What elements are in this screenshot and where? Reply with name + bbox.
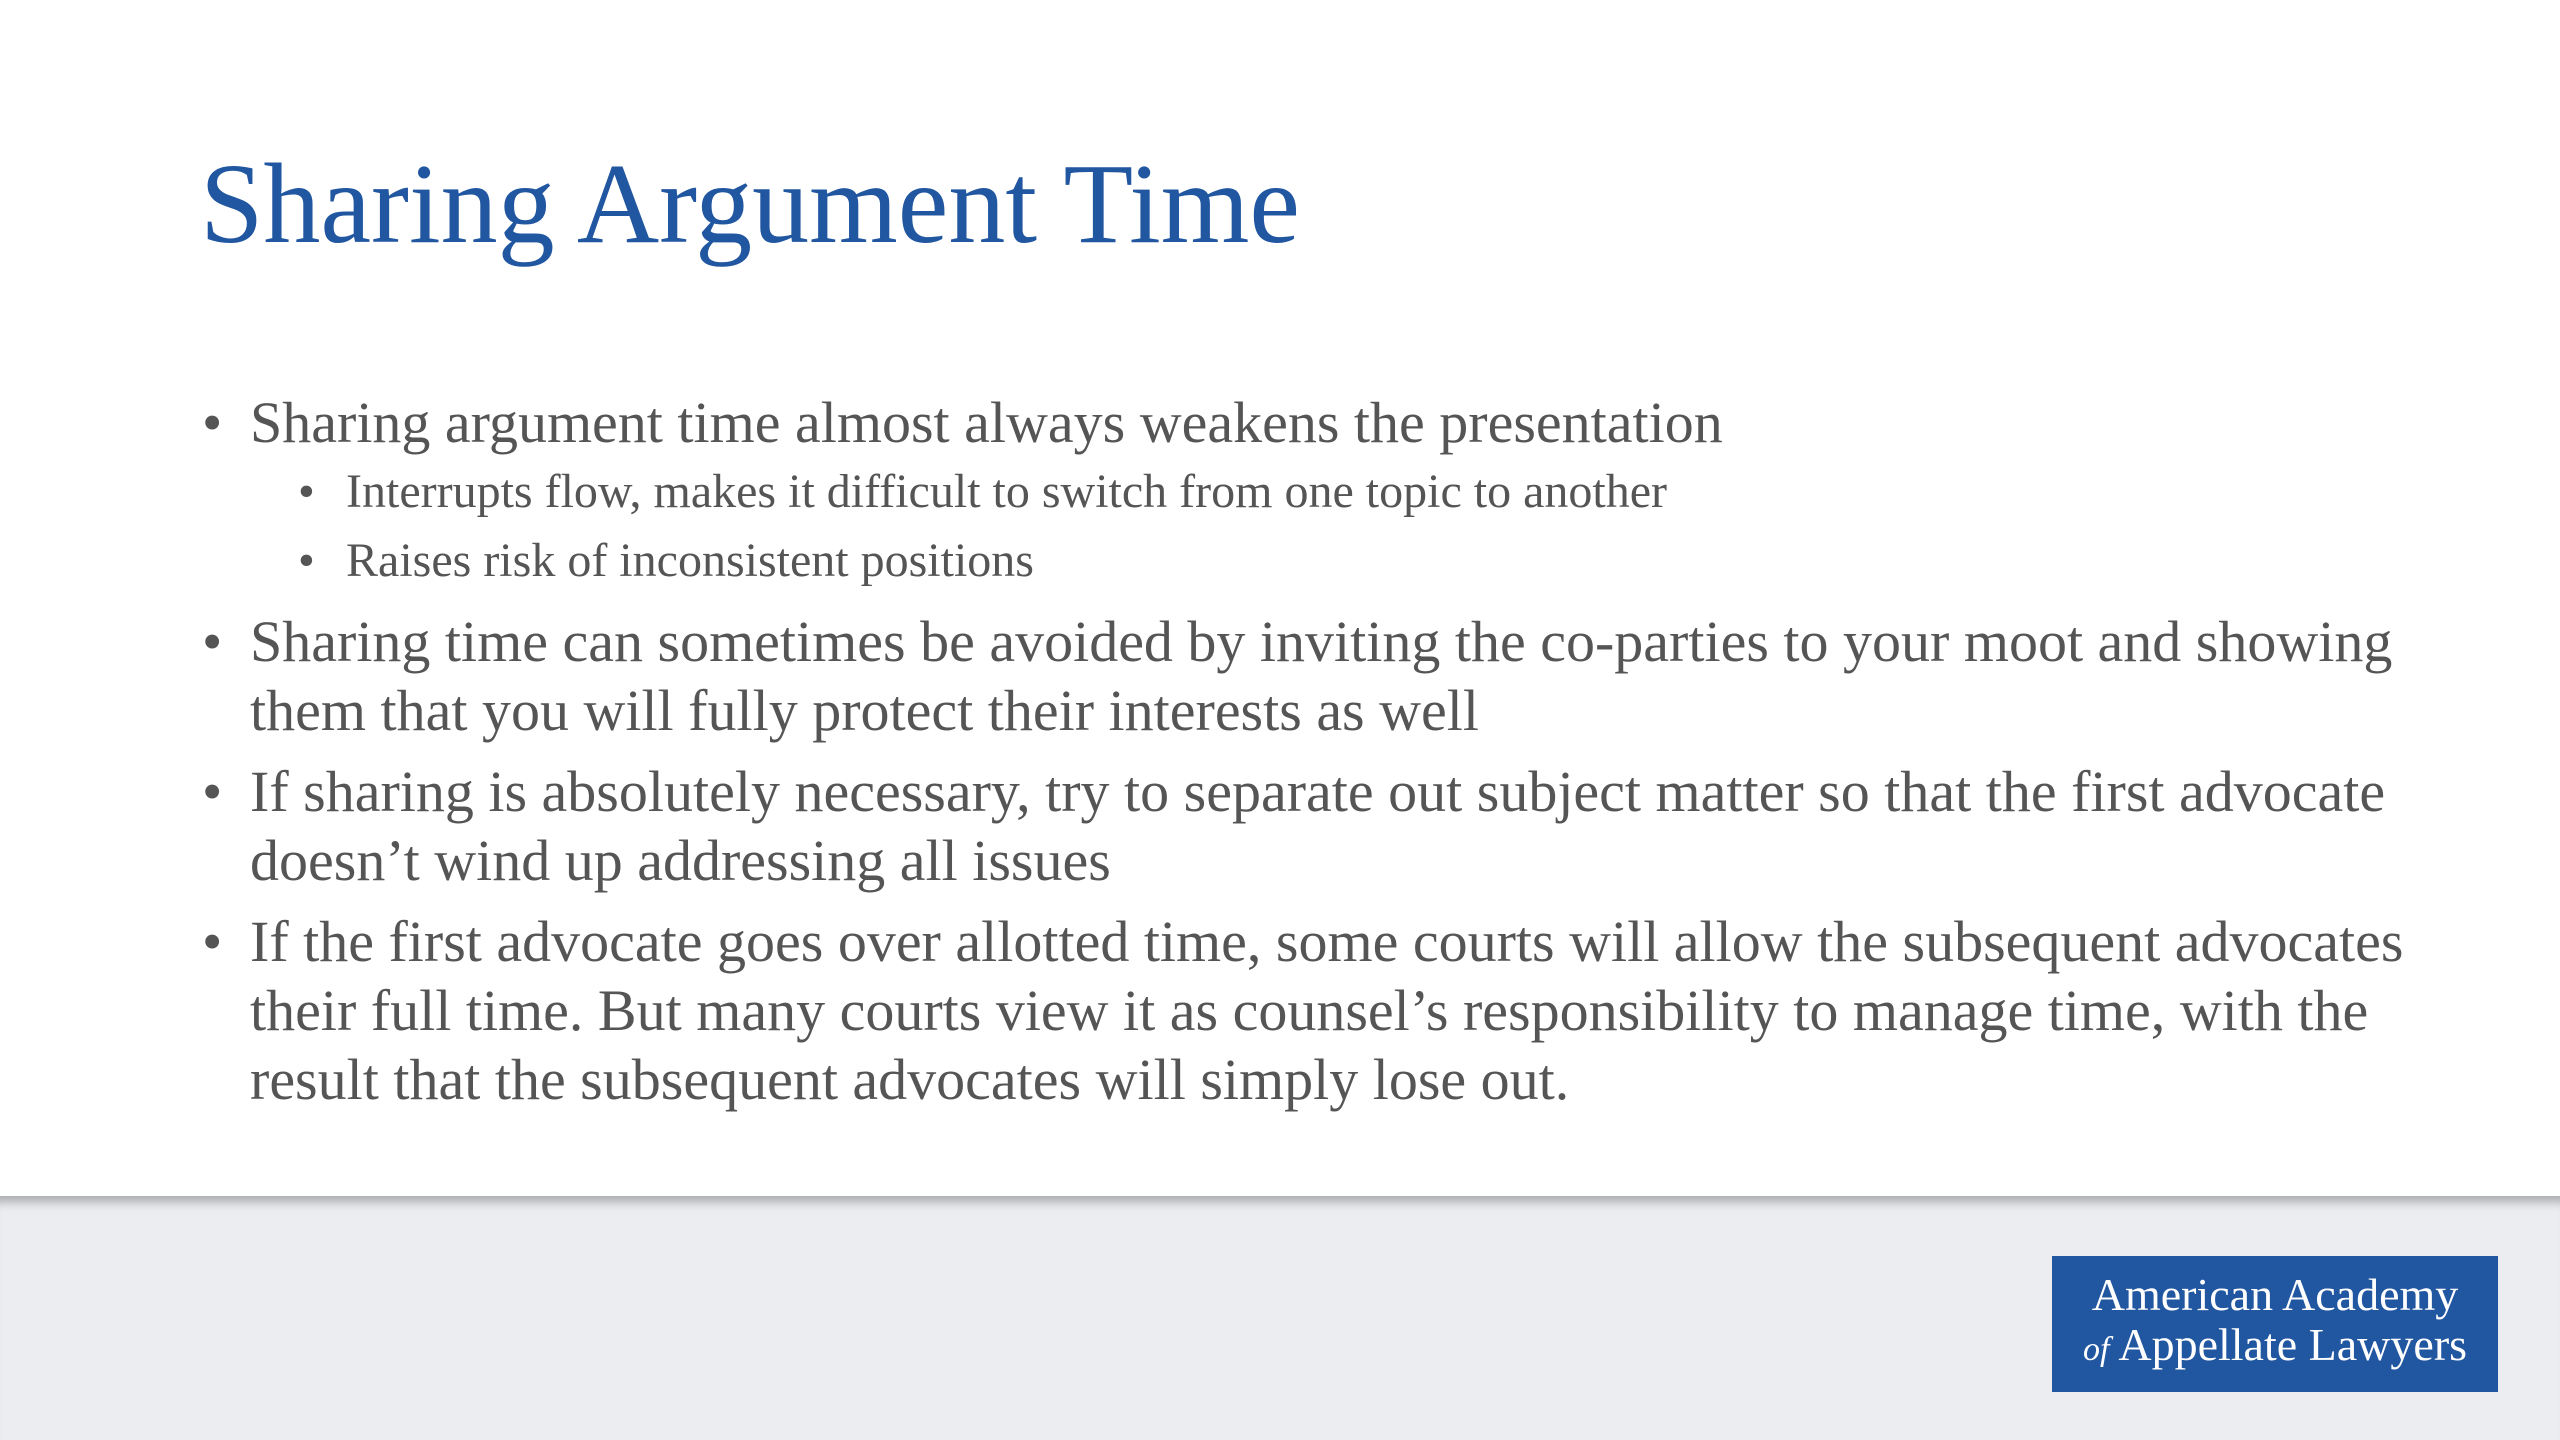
bullet-text: Sharing argument time almost always weakens the presentation bbox=[250, 390, 1723, 455]
sub-bullet-text: Interrupts flow, makes it difficult to switch from one topic to another bbox=[346, 465, 1668, 518]
bullet-list bbox=[200, 388, 2460, 1126]
sub-bullet-item bbox=[250, 457, 2460, 526]
bullet-item bbox=[200, 388, 2460, 595]
bullet-text: If the first advocate goes over allotted time, some courts will allow the subsequent advocates their full time. But many courts view it as counsel’s responsibility to manage time, with the result that the subsequent advocates will simply lose out. bbox=[250, 909, 2404, 1112]
bullet-item bbox=[200, 907, 2460, 1114]
bullet-item bbox=[200, 757, 2460, 895]
sub-bullet-list bbox=[250, 457, 2460, 595]
bullet-item bbox=[200, 607, 2460, 745]
logo-line-1: American Academy bbox=[2091, 1269, 2459, 1320]
logo-line-2 bbox=[2074, 1320, 2476, 1375]
logo-of: of bbox=[2082, 1331, 2110, 1368]
bullet-text: If sharing is absolutely necessary, try to separate out subject matter so that the first advocate doesn’t wind up addressing all issues bbox=[250, 759, 2386, 893]
slide-title: Sharing Argument Time bbox=[200, 140, 1301, 267]
bullet-text: Sharing time can sometimes be avoided by inviting the co-parties to your moot and showing them that you will fully protect their interests as well bbox=[250, 609, 2393, 743]
organization-logo bbox=[2052, 1256, 2498, 1392]
sub-bullet-text: Raises risk of inconsistent positions bbox=[346, 534, 1034, 587]
sub-bullet-item bbox=[250, 526, 2460, 595]
logo-line-2-text: Appellate Lawyers bbox=[2118, 1319, 2468, 1370]
